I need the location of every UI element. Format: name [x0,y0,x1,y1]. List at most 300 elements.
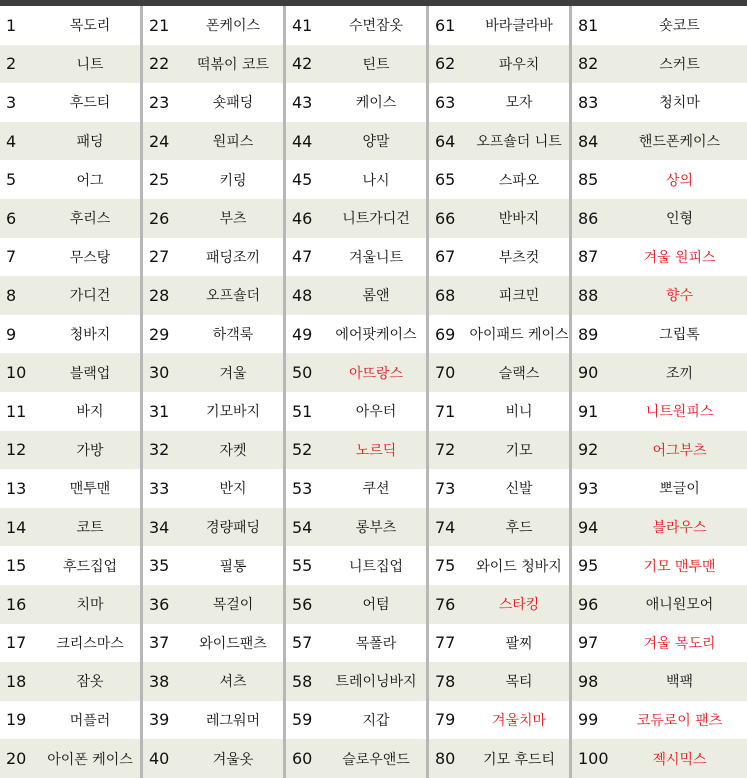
rank-number: 14 [6,517,27,537]
rank-number: 76 [435,594,456,614]
ranking-row [286,508,426,547]
keyword-label: 머플러 [69,712,111,729]
ranking-row [0,353,140,392]
keyword-label: 나시 [362,172,390,189]
rank-number: 62 [435,54,456,74]
ranking-row [286,662,426,701]
rank-number: 93 [578,478,599,498]
ranking-row [572,624,747,663]
keyword-label: 어텀 [362,597,390,614]
rank-number: 36 [149,594,170,614]
ranking-column [569,6,747,778]
ranking-row [143,122,283,161]
keyword-label: 자켓 [219,442,247,459]
keyword-label: 코듀로이 팬츠 [636,712,723,729]
rank-number: 13 [6,478,27,498]
keyword-label: 슬로우앤드 [342,751,410,768]
ranking-row [286,160,426,199]
keyword-label: 블라우스 [652,520,707,537]
rank-number: 32 [149,440,170,460]
rank-number: 89 [578,324,599,344]
ranking-row [0,585,140,624]
keyword-label: 롱부츠 [355,520,397,537]
keyword-label: 목티 [505,674,533,691]
keyword-label: 셔츠 [219,674,247,691]
keyword-label: 틴트 [362,56,390,73]
keyword-label: 겨울옷 [212,751,254,768]
keyword-label: 잠옷 [76,674,104,691]
keyword-label: 니트 [76,56,104,73]
rank-number: 98 [578,671,599,691]
keyword-label: 폰케이스 [205,18,261,35]
ranking-row [286,546,426,585]
keyword-label: 후리스 [69,211,111,228]
rank-number: 42 [292,54,313,74]
rank-number: 73 [435,478,456,498]
rank-number: 53 [292,478,313,498]
ranking-row [286,122,426,161]
ranking-row [0,701,140,740]
ranking-row [143,585,283,624]
keyword-label: 그립톡 [659,327,700,344]
ranking-row [0,392,140,431]
ranking-row [572,431,747,470]
ranking-row [143,469,283,508]
rank-number: 88 [578,285,599,305]
rank-number: 19 [6,710,27,730]
keyword-label: 백팩 [665,674,694,691]
keyword-label: 숏패딩 [212,95,254,112]
ranking-column [283,6,426,778]
rank-number: 38 [149,671,170,691]
rank-number: 33 [149,478,170,498]
keyword-label: 노르딕 [355,442,397,459]
keyword-label: 경량패딩 [205,520,261,537]
keyword-label: 쿠션 [362,481,390,498]
rank-number: 50 [292,363,313,383]
keyword-label: 레그워머 [205,712,261,729]
rank-number: 56 [292,594,313,614]
rank-number: 87 [578,247,599,267]
ranking-row [429,199,569,238]
ranking-row [286,83,426,122]
ranking-row [572,276,747,315]
ranking-row [286,469,426,508]
rank-number: 26 [149,208,170,228]
rank-number: 94 [578,517,599,537]
ranking-row [143,238,283,277]
ranking-row [429,122,569,161]
keyword-label: 인형 [665,211,694,228]
rank-number: 11 [6,401,27,421]
keyword-label: 젝시믹스 [652,751,707,768]
rank-number: 27 [149,247,170,267]
rank-number: 92 [578,440,599,460]
keyword-label: 스타킹 [498,597,540,614]
rank-number: 91 [578,401,599,421]
ranking-row [286,45,426,84]
rank-number: 60 [292,749,313,769]
rank-number: 79 [435,710,456,730]
ranking-row [143,315,283,354]
keyword-label: 겨울 [219,365,247,382]
ranking-row [429,315,569,354]
keyword-label: 조끼 [665,365,694,382]
rank-number: 70 [435,363,456,383]
rank-number: 28 [149,285,170,305]
rank-number: 40 [149,749,170,769]
rank-number: 21 [149,15,170,35]
rank-number: 4 [6,131,17,151]
rank-number: 31 [149,401,170,421]
rank-number: 6 [6,208,17,228]
ranking-row [286,238,426,277]
ranking-row [0,45,140,84]
keyword-label: 신발 [505,481,533,498]
rank-number: 24 [149,131,170,151]
keyword-label: 니트집업 [348,558,404,575]
ranking-column [0,6,140,778]
rank-number: 41 [292,15,313,35]
ranking-row [0,431,140,470]
rank-number: 74 [435,517,456,537]
ranking-row [143,45,283,84]
rank-number: 55 [292,556,313,576]
ranking-row [429,585,569,624]
ranking-row [572,45,747,84]
keyword-label: 청바지 [69,327,111,344]
ranking-row [572,6,747,45]
rank-number: 25 [149,170,170,190]
rank-number: 85 [578,170,599,190]
keyword-label: 부츠컷 [498,249,540,266]
ranking-row [429,701,569,740]
rank-number: 49 [292,324,313,344]
keyword-label: 오프숄더 니트 [476,134,562,151]
keyword-label: 기모바지 [205,404,261,421]
keyword-label: 청치마 [659,95,700,112]
rank-number: 12 [6,440,27,460]
keyword-label: 상의 [665,172,694,189]
keyword-label: 반지 [219,481,247,498]
ranking-row [0,624,140,663]
keyword-label: 기모 맨투맨 [643,558,716,575]
keyword-label: 핸드폰케이스 [638,134,721,151]
rank-number: 86 [578,208,599,228]
rank-number: 20 [6,749,27,769]
rank-number: 65 [435,170,456,190]
keyword-label: 뽀글이 [659,481,700,498]
rank-number: 67 [435,247,456,267]
keyword-label: 아뜨랑스 [348,365,404,382]
keyword-label: 애니원모어 [645,597,714,614]
ranking-row [429,508,569,547]
ranking-row [143,160,283,199]
ranking-row [572,315,747,354]
keyword-label: 목폴라 [355,635,397,652]
keyword-label: 블랙업 [69,365,111,382]
keyword-label: 겨울치마 [491,712,547,729]
ranking-row [286,199,426,238]
keyword-label: 향수 [665,288,694,305]
keyword-label: 바라클라바 [485,18,553,35]
ranking-row [0,276,140,315]
ranking-row [286,6,426,45]
rank-number: 68 [435,285,456,305]
keyword-label: 니트원피스 [645,404,714,421]
rank-number: 57 [292,633,313,653]
ranking-row [572,546,747,585]
rank-number: 34 [149,517,170,537]
keyword-label: 파우치 [498,56,540,73]
ranking-row [572,662,747,701]
keyword-label: 케이스 [355,95,397,112]
rank-number: 15 [6,556,27,576]
ranking-row [572,701,747,740]
ranking-row [286,276,426,315]
rank-number: 84 [578,131,599,151]
ranking-row [429,238,569,277]
keyword-label: 겨울 목도리 [643,635,716,652]
ranking-row [429,431,569,470]
keyword-label: 와이드팬츠 [199,635,267,652]
ranking-row [572,392,747,431]
rank-number: 39 [149,710,170,730]
ranking-row [429,739,569,778]
ranking-row [143,701,283,740]
keyword-label: 부츠 [219,211,247,228]
ranking-row [572,199,747,238]
keyword-label: 가방 [76,442,104,459]
rank-number: 8 [6,285,17,305]
keyword-label: 겨울 원피스 [643,249,716,266]
rank-number: 29 [149,324,170,344]
ranking-row [286,624,426,663]
rank-number: 22 [149,54,170,74]
ranking-row [143,739,283,778]
keyword-label: 슬랙스 [498,365,540,382]
ranking-row [286,739,426,778]
rank-number: 71 [435,401,456,421]
keyword-label: 모자 [505,95,533,112]
ranking-table [0,6,747,778]
rank-number: 48 [292,285,313,305]
keyword-label: 아우터 [355,404,397,421]
ranking-row [0,238,140,277]
rank-number: 2 [6,54,17,74]
rank-number: 44 [292,131,313,151]
ranking-row [143,83,283,122]
ranking-row [143,624,283,663]
rank-number: 64 [435,131,456,151]
keyword-label: 반바지 [498,211,540,228]
keyword-label: 키링 [219,172,247,189]
ranking-row [572,469,747,508]
ranking-row [0,546,140,585]
rank-number: 99 [578,710,599,730]
ranking-row [143,353,283,392]
ranking-row [572,160,747,199]
keyword-label: 에어팟케이스 [335,327,417,344]
keyword-label: 바지 [76,404,104,421]
rank-number: 35 [149,556,170,576]
rank-number: 46 [292,208,313,228]
ranking-row [429,469,569,508]
keyword-label: 패딩 [76,134,104,151]
rank-number: 10 [6,363,27,383]
rank-number: 52 [292,440,313,460]
keyword-label: 맨투맨 [69,481,111,498]
rank-number: 81 [578,15,599,35]
keyword-label: 스파오 [498,172,540,189]
rank-number: 7 [6,247,17,267]
keyword-label: 어그 [76,172,104,189]
rank-number: 47 [292,247,313,267]
rank-number: 5 [6,170,17,190]
keyword-label: 기모 [505,442,533,459]
rank-number: 18 [6,671,27,691]
ranking-row [143,276,283,315]
keyword-label: 패딩조끼 [205,249,261,266]
rank-number: 43 [292,92,313,112]
ranking-row [0,83,140,122]
ranking-row [0,739,140,778]
ranking-row [143,546,283,585]
ranking-column [140,6,283,778]
keyword-label: 후드 [505,520,533,537]
rank-number: 3 [6,92,17,112]
ranking-row [572,739,747,778]
rank-number: 1 [6,15,17,35]
keyword-label: 코트 [76,520,104,537]
keyword-label: 후드티 [69,95,111,112]
ranking-row [429,276,569,315]
keyword-label: 와이드 청바지 [476,558,562,575]
rank-number: 72 [435,440,456,460]
keyword-label: 지갑 [362,712,390,729]
keyword-label: 니트가디건 [342,211,410,228]
rank-number: 61 [435,15,456,35]
ranking-row [0,199,140,238]
ranking-row [429,6,569,45]
keyword-label: 원피스 [212,134,254,151]
ranking-row [429,45,569,84]
ranking-row [143,662,283,701]
ranking-row [572,353,747,392]
ranking-column [426,6,569,778]
keyword-label: 치마 [76,597,104,614]
keyword-label: 하객룩 [212,327,254,344]
keyword-label: 양말 [362,134,390,151]
keyword-label: 크리스마스 [56,635,124,652]
rank-number: 80 [435,749,456,769]
ranking-row [286,315,426,354]
ranking-row [143,6,283,45]
rank-number: 75 [435,556,456,576]
ranking-row [429,624,569,663]
keyword-label: 어그부츠 [652,442,707,459]
keyword-label: 후드집업 [62,558,118,575]
ranking-row [572,508,747,547]
rank-number: 66 [435,208,456,228]
ranking-row [0,6,140,45]
keyword-label: 오프숄더 [205,288,261,305]
keyword-label: 롬앤 [362,288,390,305]
rank-number: 100 [578,749,609,769]
rank-number: 69 [435,324,456,344]
keyword-label: 아이패드 케이스 [469,327,569,344]
ranking-row [286,585,426,624]
ranking-row [572,122,747,161]
keyword-label: 숏코트 [659,18,700,35]
rank-number: 82 [578,54,599,74]
ranking-row [429,160,569,199]
keyword-label: 트레이닝바지 [335,674,417,691]
ranking-row [429,353,569,392]
ranking-row [286,701,426,740]
ranking-row [572,83,747,122]
rank-number: 45 [292,170,313,190]
keyword-label: 기모 후드티 [482,751,556,768]
ranking-row [143,199,283,238]
rank-number: 83 [578,92,599,112]
keyword-label: 아이폰 케이스 [47,751,133,768]
rank-number: 96 [578,594,599,614]
keyword-label: 겨울니트 [348,249,404,266]
rank-number: 37 [149,633,170,653]
ranking-row [429,83,569,122]
ranking-row [143,508,283,547]
keyword-label: 필통 [219,558,247,575]
rank-number: 17 [6,633,27,653]
rank-number: 23 [149,92,170,112]
keyword-label: 팔찌 [505,635,533,652]
ranking-row [0,662,140,701]
keyword-label: 수면잠옷 [348,18,404,35]
rank-number: 78 [435,671,456,691]
ranking-row [286,431,426,470]
keyword-label: 떡볶이 코트 [196,56,270,73]
ranking-row [0,122,140,161]
rank-number: 77 [435,633,456,653]
ranking-row [0,508,140,547]
rank-number: 54 [292,517,313,537]
rank-number: 30 [149,363,170,383]
rank-number: 16 [6,594,27,614]
rank-number: 97 [578,633,599,653]
ranking-row [572,585,747,624]
keyword-label: 목걸이 [212,597,254,614]
ranking-row [429,546,569,585]
keyword-label: 피크민 [498,288,540,305]
rank-number: 9 [6,324,17,344]
ranking-row [0,469,140,508]
keyword-label: 무스탕 [69,249,111,266]
ranking-row [143,431,283,470]
ranking-row [429,392,569,431]
ranking-row [572,238,747,277]
ranking-row [286,353,426,392]
ranking-row [143,392,283,431]
keyword-label: 비니 [505,404,533,421]
keyword-label: 가디건 [69,288,111,305]
ranking-row [0,160,140,199]
keyword-label: 스커트 [659,56,700,73]
ranking-row [286,392,426,431]
rank-number: 90 [578,363,599,383]
rank-number: 63 [435,92,456,112]
rank-number: 58 [292,671,313,691]
